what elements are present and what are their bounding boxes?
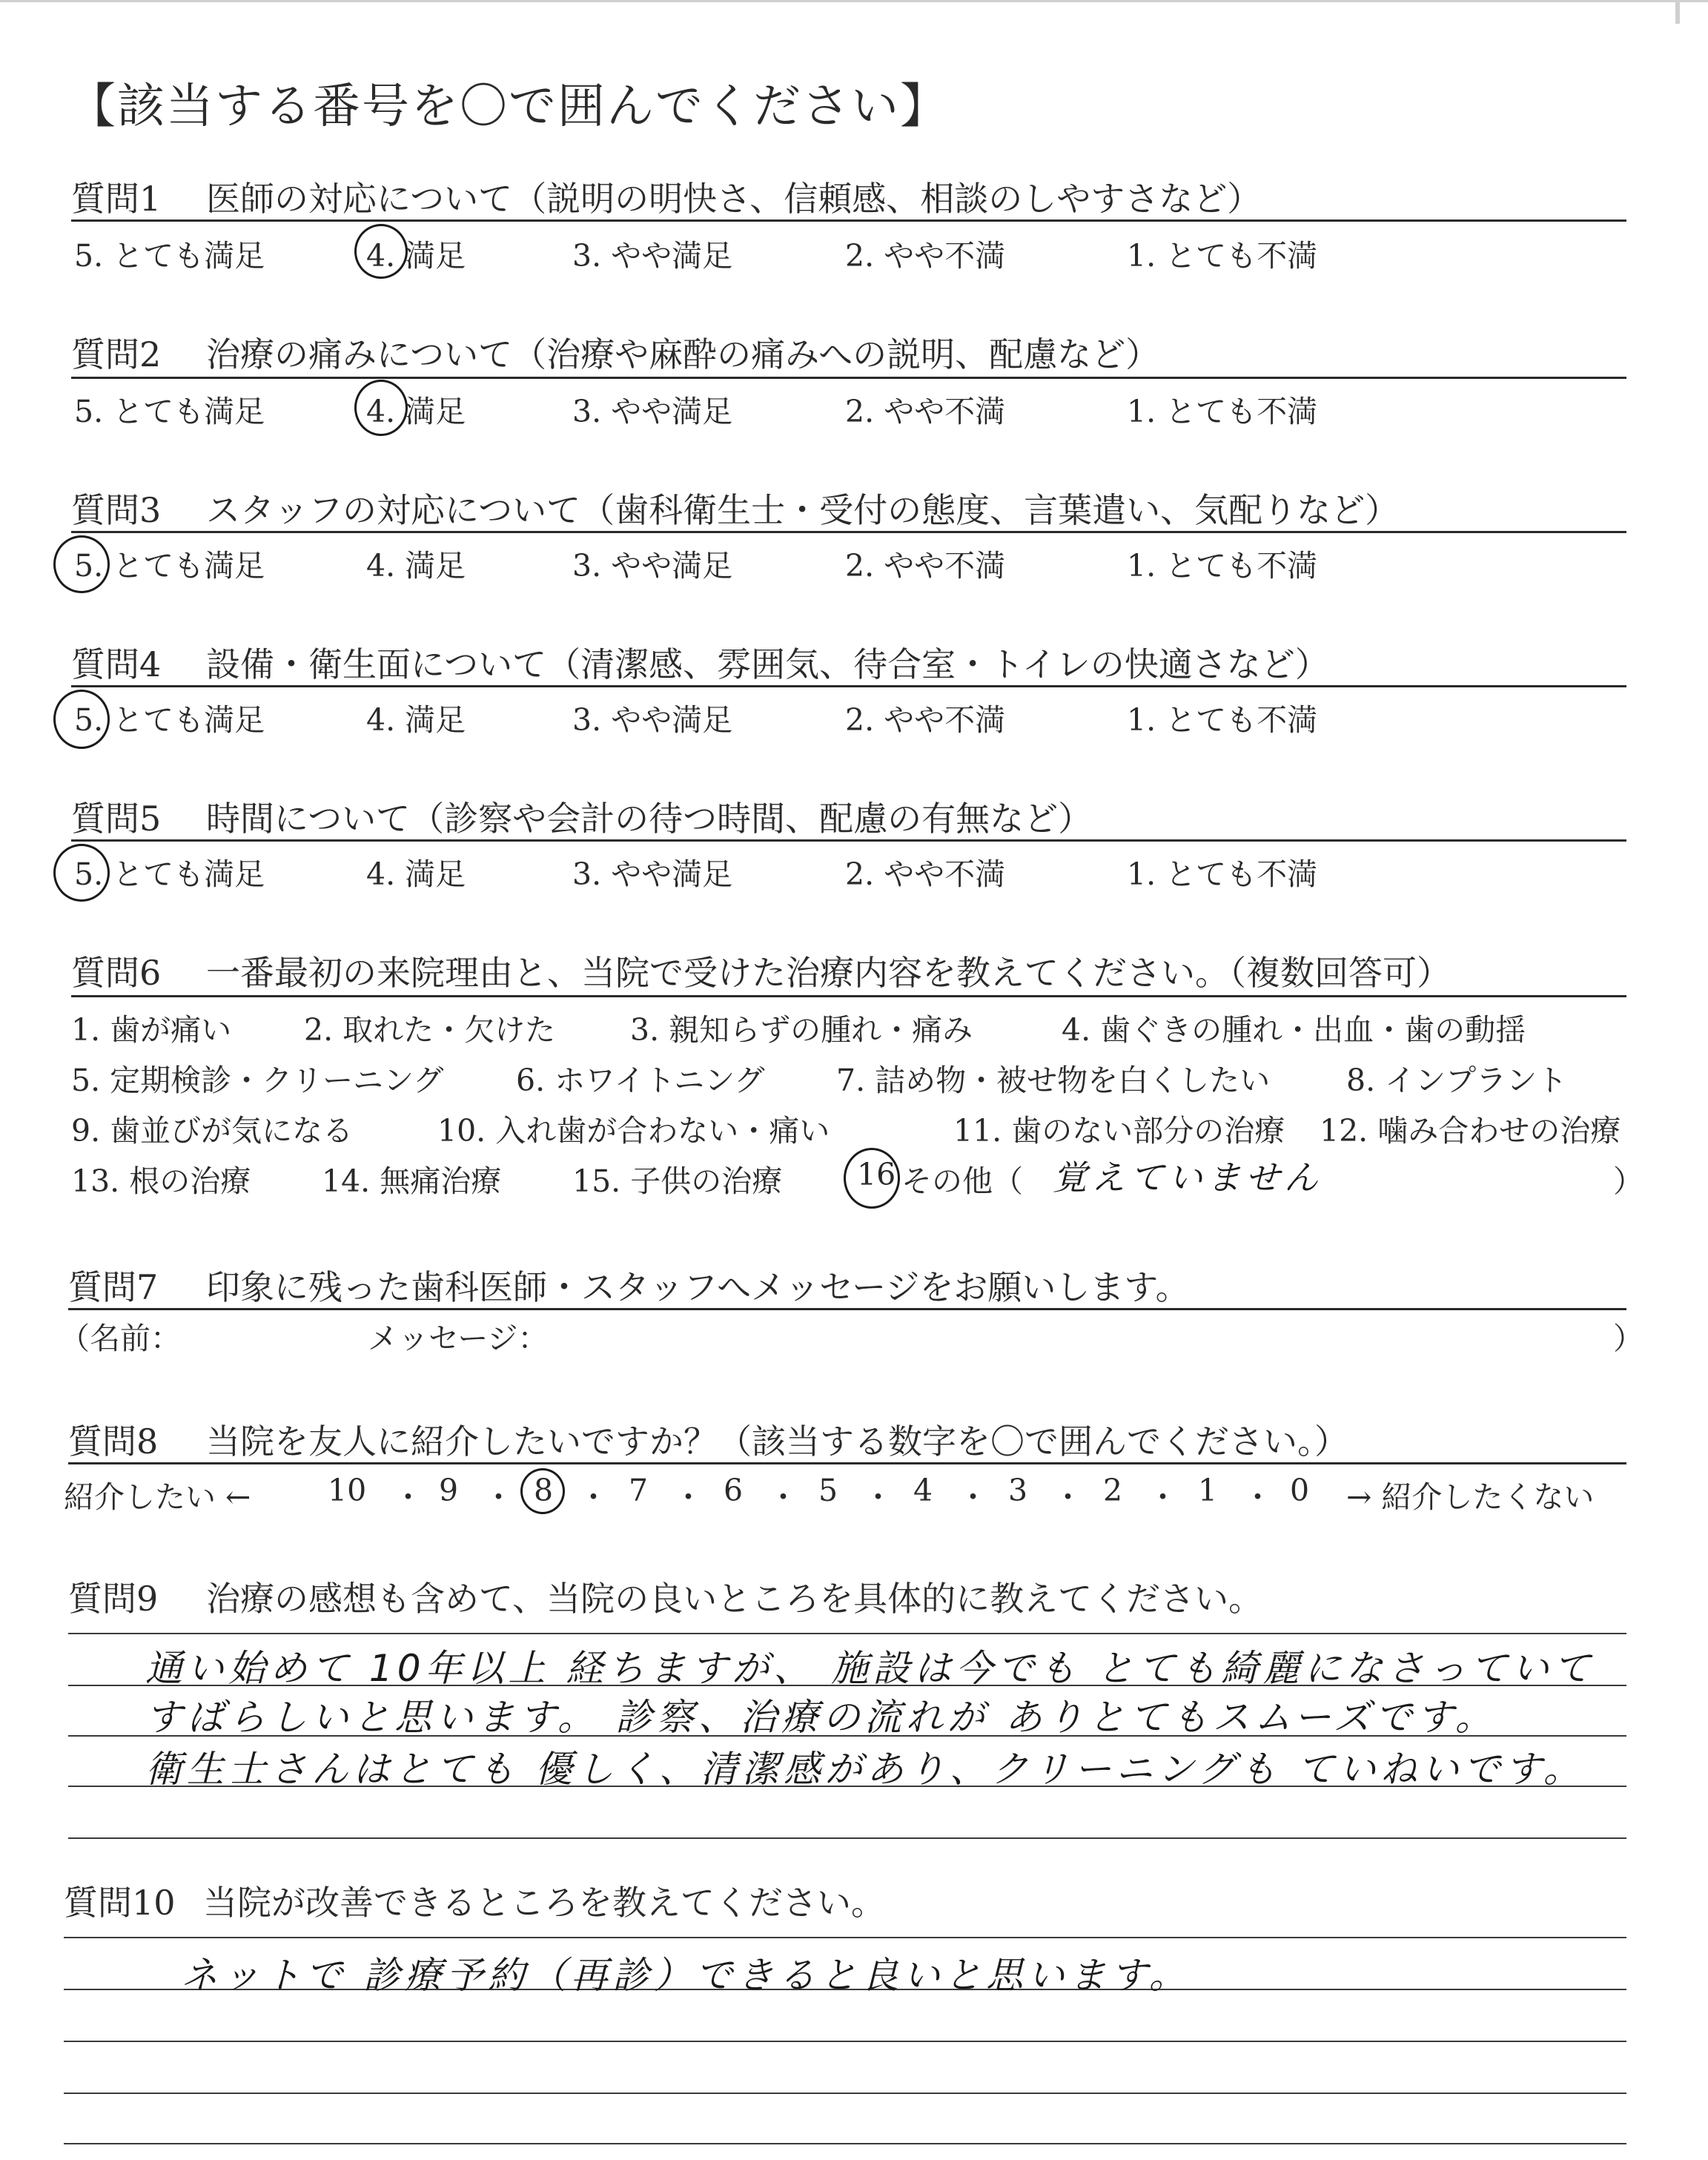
q6-option-8[interactable]: 8. インプラント bbox=[1346, 1063, 1568, 1098]
q3-option-4[interactable]: 4. 満足 bbox=[366, 548, 466, 584]
q3-label: 質問3 bbox=[71, 490, 162, 530]
q8-separator: ・ bbox=[1148, 1479, 1178, 1515]
q2-rule bbox=[71, 377, 1626, 379]
q8-separator: ・ bbox=[958, 1479, 988, 1515]
q1-label: 質問1 bbox=[71, 179, 162, 219]
scan-edge-corner bbox=[1675, 0, 1680, 24]
q5-option-2[interactable]: 2. やや不満 bbox=[845, 856, 1006, 892]
q9-answer-line-2[interactable]: すばらしいと思います。 診察、治療の流れが ありとてもスムーズです。 bbox=[145, 1696, 1497, 1739]
q8-separator: ・ bbox=[673, 1479, 704, 1515]
q1-option-4[interactable]: 4. 満足 bbox=[366, 238, 466, 274]
q5-rule bbox=[71, 839, 1626, 842]
q8-scale-2[interactable]: 2 bbox=[1103, 1473, 1123, 1508]
q1-text: 医師の対応について（説明の明快さ、信頼感、相談のしやすさなど） bbox=[206, 179, 1262, 219]
q5-label: 質問5 bbox=[71, 799, 162, 839]
q5-option-5[interactable]: 5. とても満足 bbox=[74, 856, 265, 892]
q8-scale-10[interactable]: 10 bbox=[328, 1473, 367, 1508]
q8-scale-6[interactable]: 6 bbox=[724, 1473, 744, 1508]
q3-option-1[interactable]: 1. とても不満 bbox=[1127, 548, 1318, 584]
q2-option-4[interactable]: 4. 満足 bbox=[366, 394, 466, 429]
q2-option-3[interactable]: 3. やや満足 bbox=[572, 394, 733, 429]
q7-label: 質問7 bbox=[68, 1267, 159, 1307]
q8-scale-8[interactable]: 8 bbox=[534, 1473, 554, 1508]
q8-separator: ・ bbox=[768, 1479, 798, 1515]
q8-separator: ・ bbox=[1242, 1479, 1273, 1515]
q6-rule bbox=[71, 995, 1626, 997]
q1-option-1[interactable]: 1. とても不満 bbox=[1127, 238, 1318, 274]
q6-option-5[interactable]: 5. 定期検診・クリーニング bbox=[71, 1063, 444, 1098]
q8-scale-4[interactable]: 4 bbox=[913, 1473, 933, 1508]
q6-option-15[interactable]: 15. 子供の治療 bbox=[572, 1163, 783, 1199]
q5-text: 時間について（診察や会計の待つ時間、配慮の有無など） bbox=[206, 799, 1093, 839]
q6-option-13[interactable]: 13. 根の治療 bbox=[71, 1163, 251, 1199]
q8-separator: ・ bbox=[578, 1479, 609, 1515]
q6-selection-circle bbox=[844, 1148, 900, 1209]
q6-option-4[interactable]: 4. 歯ぐきの腫れ・出血・歯の動揺 bbox=[1062, 1012, 1526, 1048]
q4-option-5[interactable]: 5. とても満足 bbox=[74, 702, 265, 738]
q8-text: 当院を友人に紹介したいですか？（該当する数字を〇で囲んでください。） bbox=[206, 1421, 1348, 1462]
q7-text: 印象に残った歯科医師・スタッフへメッセージをお願いします。 bbox=[206, 1267, 1190, 1307]
q8-scale-7[interactable]: 7 bbox=[629, 1473, 649, 1508]
q9-answer-line-1[interactable]: 通い始めて 10年以上 経ちますが、 施設は今でも とても綺麗になさっていて bbox=[145, 1647, 1595, 1690]
q7-close-paren: ） bbox=[1613, 1321, 1644, 1356]
q2-label: 質問2 bbox=[71, 334, 162, 374]
q1-option-2[interactable]: 2. やや不満 bbox=[845, 238, 1006, 274]
q8-separator: ・ bbox=[1053, 1479, 1083, 1515]
q6-other-label: その他（ bbox=[901, 1163, 1023, 1199]
q6-option-7[interactable]: 7. 詰め物・被せ物を白くしたい bbox=[836, 1063, 1271, 1098]
q10-text: 当院が改善できるところを教えてください。 bbox=[203, 1883, 885, 1923]
q6-other-answer[interactable]: 覚えていません bbox=[1053, 1157, 1323, 1198]
q8-right-label: → 紹介したくない bbox=[1346, 1479, 1595, 1515]
q4-option-3[interactable]: 3. やや満足 bbox=[572, 702, 733, 738]
q1-option-5[interactable]: 5. とても満足 bbox=[74, 238, 265, 274]
q10-line bbox=[64, 2041, 1626, 2042]
q10-answer-line-1[interactable]: ネットで 診療予約（再診）できると良いと思います。 bbox=[181, 1954, 1191, 1997]
q6-option-11[interactable]: 11. 歯のない部分の治療 bbox=[953, 1113, 1285, 1149]
q4-option-1[interactable]: 1. とても不満 bbox=[1127, 702, 1318, 738]
q6-option-6[interactable]: 6. ホワイトニング bbox=[516, 1063, 765, 1098]
q3-option-2[interactable]: 2. やや不満 bbox=[845, 548, 1006, 584]
q5-option-3[interactable]: 3. やや満足 bbox=[572, 856, 733, 892]
q6-option-14[interactable]: 14. 無痛治療 bbox=[322, 1163, 502, 1199]
q3-rule bbox=[71, 531, 1626, 533]
q3-option-5[interactable]: 5. とても満足 bbox=[74, 548, 265, 584]
q6-option-9[interactable]: 9. 歯並びが気になる bbox=[71, 1113, 354, 1149]
q8-label: 質問8 bbox=[68, 1421, 159, 1462]
q7-name-label: （名前： bbox=[59, 1321, 181, 1356]
q4-option-4[interactable]: 4. 満足 bbox=[366, 702, 466, 738]
q9-answer-line-3[interactable]: 衛生士さんはとても 優しく、清潔感があり、クリーニングも ていねいです。 bbox=[145, 1748, 1585, 1791]
q2-selection-circle bbox=[354, 380, 408, 436]
q5-selection-circle bbox=[53, 844, 110, 902]
q6-label: 質問6 bbox=[71, 953, 162, 993]
q10-label: 質問10 bbox=[64, 1883, 176, 1923]
q8-scale-0[interactable]: 0 bbox=[1290, 1473, 1310, 1508]
q8-scale-3[interactable]: 3 bbox=[1008, 1473, 1028, 1508]
q6-option-12[interactable]: 12. 噛み合わせの治療 bbox=[1320, 1113, 1621, 1149]
q2-option-5[interactable]: 5. とても満足 bbox=[74, 394, 265, 429]
q3-text: スタッフの対応について（歯科衛生士・受付の態度、言葉遣い、気配りなど） bbox=[206, 490, 1400, 530]
q4-selection-circle bbox=[53, 690, 110, 749]
q9-line bbox=[68, 1837, 1626, 1839]
q10-line bbox=[64, 2093, 1626, 2094]
q7-rule bbox=[68, 1308, 1626, 1310]
q4-text: 設備・衛生面について（清潔感、雰囲気、待合室・トイレの快適さなど） bbox=[206, 644, 1329, 684]
q7-message-label: メッセージ： bbox=[368, 1321, 549, 1356]
q8-scale-9[interactable]: 9 bbox=[439, 1473, 459, 1508]
scan-edge-top bbox=[0, 0, 1708, 2]
q3-selection-circle bbox=[53, 535, 110, 593]
q6-option-10[interactable]: 10. 入れ歯が合わない・痛い bbox=[437, 1113, 830, 1149]
q10-line bbox=[64, 1937, 1626, 1938]
q1-rule bbox=[71, 219, 1626, 222]
q2-option-2[interactable]: 2. やや不満 bbox=[845, 394, 1006, 429]
q5-option-1[interactable]: 1. とても不満 bbox=[1127, 856, 1318, 892]
q9-text: 治療の感想も含めて、当院の良いところを具体的に教えてください。 bbox=[206, 1579, 1263, 1619]
q5-option-4[interactable]: 4. 満足 bbox=[366, 856, 466, 892]
q8-separator: ・ bbox=[393, 1479, 423, 1515]
q8-separator: ・ bbox=[863, 1479, 893, 1515]
page-title: 【該当する番号を〇で囲んでください】 bbox=[68, 79, 949, 134]
q8-left-label: 紹介したい ← bbox=[64, 1479, 251, 1515]
q6-option-3[interactable]: 3. 親知らずの腫れ・痛み bbox=[630, 1012, 973, 1048]
q1-selection-circle bbox=[354, 224, 408, 279]
q8-scale-1[interactable]: 1 bbox=[1198, 1473, 1218, 1508]
q6-option-2[interactable]: 2. 取れた・欠けた bbox=[304, 1012, 556, 1048]
q6-text: 一番最初の来院理由と、当院で受けた治療内容を教えてください。（複数回答可） bbox=[206, 953, 1451, 993]
q8-rule bbox=[68, 1462, 1626, 1464]
q2-text: 治療の痛みについて（治療や麻酔の痛みへの説明、配慮など） bbox=[206, 334, 1160, 374]
q4-rule bbox=[71, 685, 1626, 687]
q6-option-16[interactable]: 16 bbox=[857, 1157, 896, 1192]
q10-line bbox=[64, 2143, 1626, 2144]
q8-separator: ・ bbox=[483, 1479, 514, 1515]
q8-selection-circle bbox=[520, 1468, 565, 1514]
q4-label: 質問4 bbox=[71, 644, 162, 684]
q9-line bbox=[68, 1633, 1626, 1634]
q4-option-2[interactable]: 2. やや不満 bbox=[845, 702, 1006, 738]
q1-option-3[interactable]: 3. やや満足 bbox=[572, 238, 733, 274]
q6-option-1[interactable]: 1. 歯が痛い bbox=[71, 1012, 232, 1048]
q6-other-close: ） bbox=[1613, 1163, 1644, 1199]
q3-option-3[interactable]: 3. やや満足 bbox=[572, 548, 733, 584]
q9-label: 質問9 bbox=[68, 1579, 159, 1619]
q2-option-1[interactable]: 1. とても不満 bbox=[1127, 394, 1318, 429]
q8-scale-5[interactable]: 5 bbox=[818, 1473, 838, 1508]
